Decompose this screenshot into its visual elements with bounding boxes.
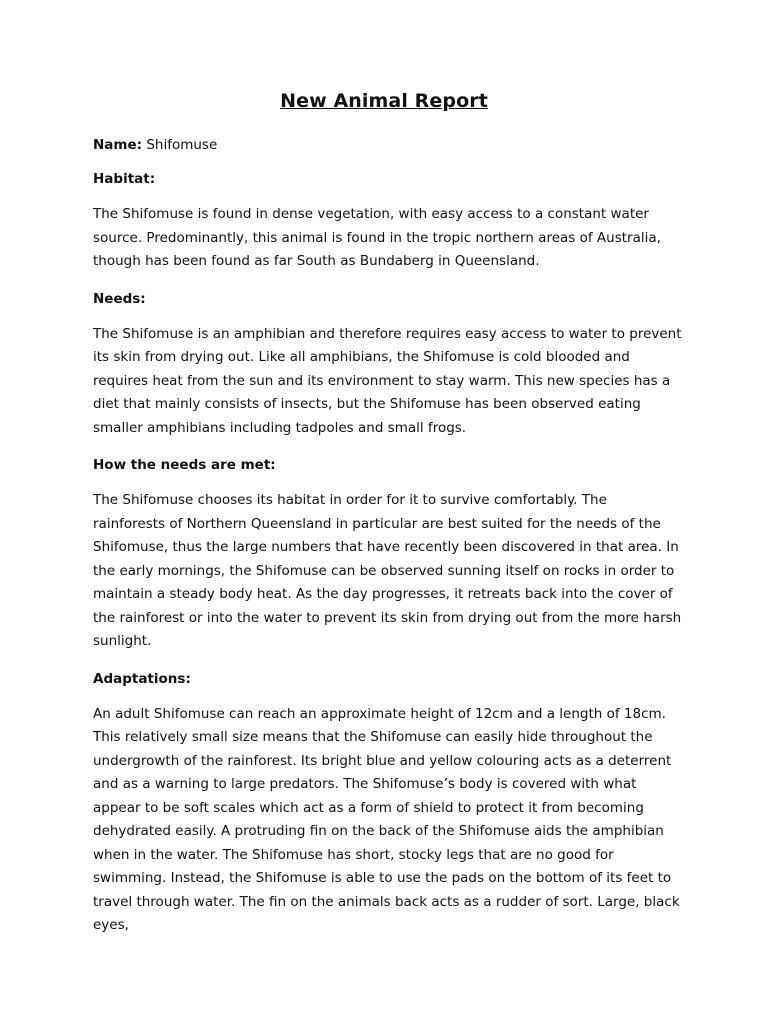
needs-paragraph: The Shifomuse is an amphibian and therefore requires easy access to water to prevent its skin from drying out. Like all amphibians, the Shifomuse is cold blooded and requires heat from the sun and its environment to stay warm. This new species has a diet that mainly consists of insects, but the Shifomuse has been observed eating smaller amphibians including tadpoles and small frogs.: [93, 325, 682, 436]
needs-met-paragraph: The Shifomuse chooses its habitat in order for it to survive comfortably. The rainforests of Northern Queensland in particular are best suited for the needs of the Shifomuse, thus the large numbers that have recently been discovered in that area. In the early mornings, the Shifomuse can be observed sunning itself on rocks in order to maintain a steady body heat. As the day progresses, it retreats back into the cover of the rainforest or into the water to prevent its skin from drying out from the more harsh sunlight.: [93, 492, 682, 649]
document-body: [93, 135, 683, 938]
adaptations-paragraph: An adult Shifomuse can reach an approximate height of 12cm and a length of 18cm. This relatively small size means that the Shifomuse can easily hide throughout the undergrowth of the rainforest. Its bright blue and yellow colouring acts as a deterrent and as a warning to large predators. The Shifomuse’s body is covered with what appear to be soft scales which act as a form of shield to protect it from becoming dehydrated easily. A protruding fin on the back of the Shifomuse aids the amphibian when in the water. The Shifomuse has short, stocky legs that are no good for swimming. Instead, the Shifomuse is able to use the pads on the bottom of its feet to travel through water. The fin on the animals back acts as a rudder of sort. Large, black eyes,: [93, 705, 680, 933]
needs-met-heading: How the needs are met:: [93, 457, 276, 473]
document-title: New Animal Report: [280, 90, 488, 112]
habitat-paragraph: The Shifomuse is found in dense vegetation, with easy access to a constant water source. Predominantly, this animal is found in the tropic northern areas of Australia, though has been found as far South as Bundaberg in Queensland.: [93, 206, 661, 269]
adaptations-heading: Adaptations:: [93, 670, 191, 687]
needs-heading: Needs:: [93, 290, 146, 307]
name-label: Name:: [93, 137, 143, 153]
habitat-heading: Habitat:: [93, 171, 156, 187]
name-line: [93, 135, 683, 155]
name-value: Shifomuse: [146, 137, 218, 153]
